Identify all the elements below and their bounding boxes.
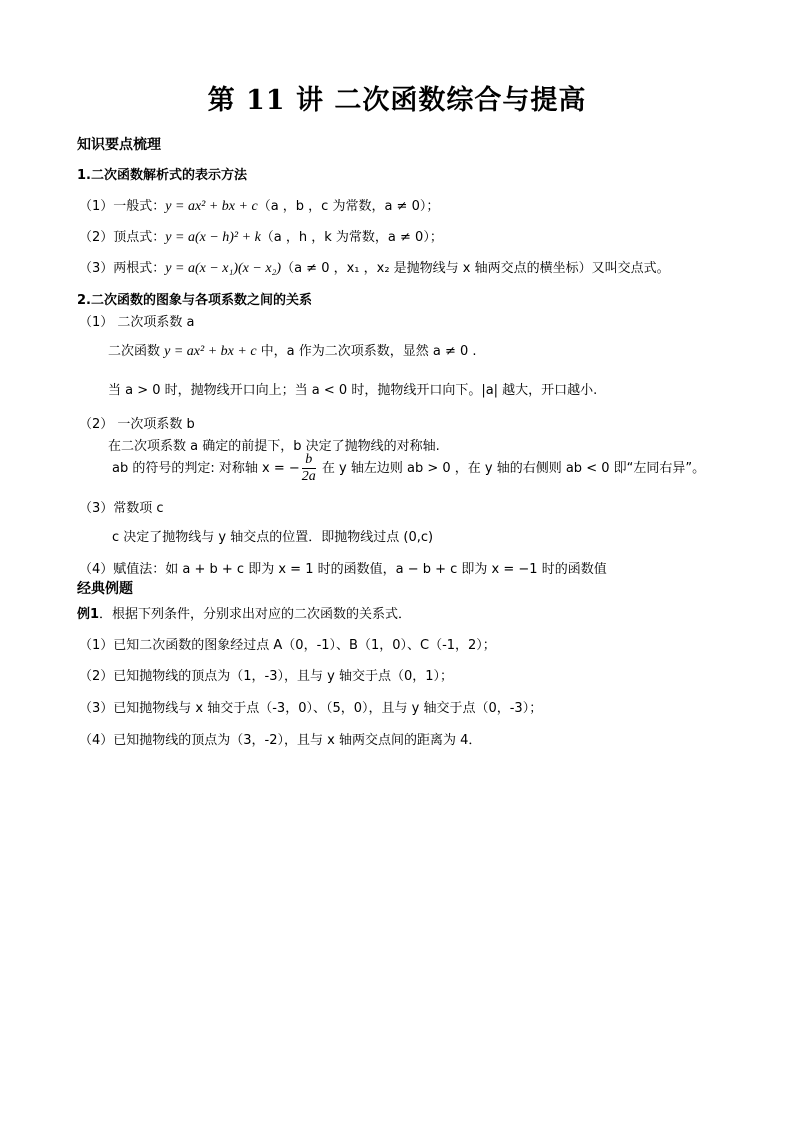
example-item-3: （3）已知抛物线与 x 轴交于点（-3，0）、（5，0），且与 y 轴交于点（0，-3）； [79, 701, 543, 716]
coef-b-line2-post: 在 y 轴左边则 ab > 0 ，在 y 轴的右侧则 ab < 0 即“左同右异”。 [317, 461, 706, 476]
coef-b-line2-pre: ab 的符号的判定: 对称轴 x = − [112, 461, 300, 476]
example-item-2: （2）已知抛物线的顶点为（1，-3），且与 y 轴交于点（0，1）； [79, 669, 454, 684]
coef-c-line1: c 决定了抛物线与 y 轴交点的位置．即抛物线过点 (0,c) [112, 530, 434, 545]
roots-form-condition: （a ≠ 0 ，x₁ ，x₂ 是抛物线与 x 轴两交点的横坐标）又叫交点式。 [281, 261, 670, 276]
coef-b-line2 [112, 452, 705, 485]
subheading-coefficients: 2.二次函数的图象与各项系数之间的关系 [77, 293, 312, 308]
general-form-condition: （a ，b ，c 为常数，a ≠ 0）； [257, 199, 440, 214]
roots-form-label: （3）两根式： [79, 261, 166, 276]
coef-a-line1 [108, 340, 477, 360]
roots-form-formula: y = a(x − x₁)(x − x₂) [165, 261, 282, 276]
vertex-form-label: （2）顶点式： [79, 230, 166, 245]
coef-a-line2: 当 a > 0 时，抛物线开口向上；当 a < 0 时，抛物线开口向下。|a| 越大，开口越小. [108, 383, 598, 398]
section-heading-examples: 经典例题 [77, 581, 133, 597]
general-form-formula: y = ax² + bx + c [165, 199, 258, 214]
general-form-line [79, 195, 439, 215]
assignment-method-line: （4）赋值法：如 a + b + c 即为 x = 1 时的函数值，a − b + c 即为 x = −1 时的函数值 [79, 562, 607, 577]
example-item-4: （4）已知抛物线的顶点为（3，-2），且与 x 轴两交点间的距离为 4． [79, 733, 482, 748]
coef-a-line1-post: 中，a 作为二次项系数，显然 a ≠ 0 . [256, 344, 477, 359]
example-item-1: （1）已知二次函数的图象经过点 A（0，-1）、B（1，0）、C（-1，2）； [79, 638, 496, 653]
vertex-form-line [79, 226, 443, 246]
coef-a-heading: （1） 二次项系数 a [79, 315, 195, 330]
fraction-numerator: b [302, 452, 316, 469]
example-1-label: 例1 [77, 607, 100, 622]
coef-a-line1-pre: 二次函数 [108, 344, 165, 359]
coef-b-line1: 在二次项系数 a 确定的前提下，b 决定了抛物线的对称轴. [108, 439, 440, 454]
roots-form-line [79, 257, 670, 277]
subheading-expression-forms: 1.二次函数解析式的表示方法 [77, 168, 247, 183]
section-heading-knowledge: 知识要点梳理 [77, 137, 161, 153]
example-1-intro [77, 603, 411, 622]
general-form-label: （1）一般式： [79, 199, 166, 214]
symmetry-axis-fraction [302, 452, 316, 485]
page-title: 第 11 讲 二次函数综合与提高 [207, 85, 587, 116]
coef-a-line1-formula: y = ax² + bx + c [164, 344, 257, 359]
vertex-form-condition: （a ，h ，k 为常数，a ≠ 0）； [260, 230, 443, 245]
fraction-denominator: 2a [301, 469, 316, 484]
coef-c-heading: （3）常数项 c [79, 501, 164, 516]
coef-b-heading: （2） 一次项系数 b [79, 417, 195, 432]
example-1-text: ．根据下列条件，分别求出对应的二次函数的关系式． [99, 607, 412, 622]
vertex-form-formula: y = a(x − h)² + k [165, 230, 261, 245]
